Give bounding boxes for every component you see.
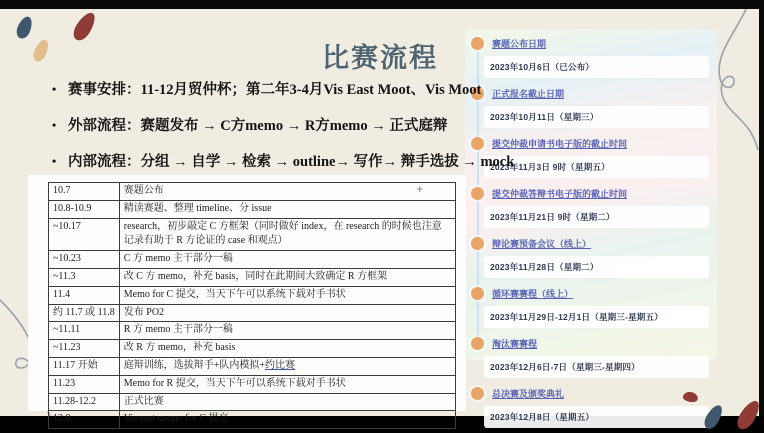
table-row [49,375,456,393]
timeline-item [465,284,717,328]
timeline-dot-icon [471,237,484,250]
schedule-table-body [49,183,456,429]
table-cell-date: 10.7 [49,183,120,201]
timeline-item-label[interactable]: 提交仲裁申请书电子版的截止时间 [492,138,628,149]
table-cell-desc: Memo for C 提交，当天下午可以系统下载对手书状 [119,286,455,304]
table-cell-desc: 庭辩训练，选拔辩手+队内模拟+约比赛 [119,357,455,375]
timeline-item-date: 2023年11月3日 9时（星期五） [484,156,709,178]
bullet-text: 内部流程：分组 → 自学 → 检索 → outline→ 写作→ 辩手选拔 → mock [68,154,515,170]
timeline-item-label[interactable]: 循环赛赛程（线上） [492,288,574,299]
table-cell-desc: Vis east memo for C 提交 [119,411,455,429]
table-row [49,322,456,340]
table-row [49,218,456,251]
table-row [49,200,456,218]
table-cell-date: 11.28-12.2 [49,393,120,411]
table-row [49,304,456,322]
page-title: 比赛流程 [322,43,438,73]
timeline-item-label[interactable]: 提交仲裁答辩书电子版的截止时间 [492,188,628,199]
blob-decoration [70,9,99,43]
table-row [49,340,456,358]
timeline-dot-icon [471,337,484,350]
timeline-item-date: 2023年11月21日 9时（星期二） [484,206,709,228]
timeline-item-label[interactable]: 淘汰赛赛程 [492,338,538,349]
timeline-item-label[interactable]: 赛题公布日期 [492,38,547,49]
timeline-item [465,234,717,278]
table-row [49,411,456,429]
table-cell-date: 11.23 [49,375,120,393]
table-cell-desc: 正式比赛 [119,393,455,411]
bullet-marker-icon: • [52,118,57,132]
table-row [49,286,456,304]
table-cell-desc: R 方 memo 主干部分一稿 [119,322,455,340]
bullet-text: 赛事安排：11-12月贸仲杯；第二年3-4月Vis East Moot、Vis Moot [68,82,482,98]
table-move-handle-icon: + [416,185,424,195]
bullet-item [52,78,702,99]
timeline-dot-icon [471,187,484,200]
table-cell-desc: research，初步敲定 C 方框架（同时做好 index，在 research 的时候也注意记录有助于 R 方论证的 case 和观点） [119,218,455,251]
table-cell-desc: 改 C 方 memo，补充 basis，同时在此期间大致确定 R 方框架 [119,268,455,286]
timeline-item-date: 2023年10月11日（星期三） [484,106,709,128]
table-cell-desc: 发布 PO2 [119,304,455,322]
bullet-marker-icon: • [52,154,57,168]
table-row [49,251,456,269]
timeline-item-date: 2023年11月28日（星期二） [484,256,709,278]
table-row [49,268,456,286]
table-cell-date: ~11.11 [49,322,120,340]
screen-edge [0,0,764,9]
timeline-item-label[interactable]: 正式报名截止日期 [492,88,565,99]
table-cell-date: 11.4 [49,286,120,304]
schedule-table [48,182,456,429]
table-row [49,393,456,411]
timeline-item [465,334,717,378]
bullet-marker-icon: • [52,82,57,96]
table-cell-date: ~11.3 [49,268,120,286]
timeline-item-label[interactable]: 总决赛及颁奖典礼 [492,388,565,399]
table-cell-date: 11.17 开始 [49,357,120,375]
timeline-item-date: 2023年12月6日-7日（星期三-星期四） [484,356,709,378]
timeline-item-label[interactable]: 辩论赛预备会议（线上） [492,238,592,249]
screen-edge [759,0,764,416]
table-cell-date: ~10.23 [49,251,120,269]
blob-decoration [14,14,35,40]
timeline-item [465,184,717,228]
table-cell-desc: 改 R 方 memo，补充 basis [119,340,455,358]
table-cell-desc: 精读赛题、整理 timeline、分 issue [119,200,455,218]
bullet-item [52,150,702,171]
blob-decoration [31,38,51,64]
timeline-item-date: 2023年12月8日（星期五） [484,406,709,428]
table-cell-desc: C 方 memo 主干部分一稿 [119,251,455,269]
table-cell-date: ~10.17 [49,218,120,251]
timeline-item [465,384,717,428]
table-row [49,357,456,375]
table-cell-date: 10.8-10.9 [49,200,120,218]
timeline-dot-icon [471,287,484,300]
timeline-item-date: 2023年11月29日-12月1日（星期三-星期五） [484,306,709,328]
table-cell-date: ~11.23 [49,340,120,358]
table-cell-date: 12.8 [49,411,120,429]
bullet-item [52,114,702,135]
bullet-text: 外部流程：赛题发布 → C方memo → R方memo → 正式庭辩 [68,118,448,134]
table-cell-desc: 赛题公布 [119,183,455,201]
table-cell-desc: Memo for R 提交，当天下午可以系统下载对手书状 [119,375,455,393]
table-cell-date: 约 11.7 或 11.8 [49,304,120,322]
timeline-item-date: 2023年10月6日（已公布） [484,56,709,78]
bullet-list [52,78,702,186]
timeline-dot-icon [471,387,484,400]
